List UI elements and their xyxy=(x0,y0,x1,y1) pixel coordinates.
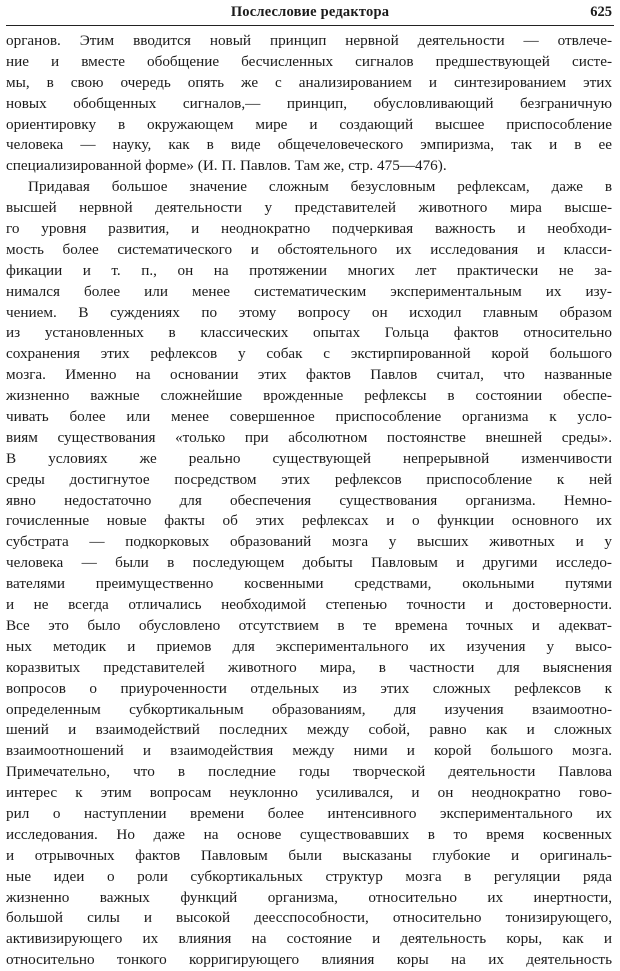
text-line: Все это было обусловлено отсутствием в те времена точных и адекват- xyxy=(6,616,612,634)
body-text xyxy=(6,31,612,971)
text-line: высшей нервной деятельности у представителей животного мира высше- xyxy=(6,199,612,217)
text-line: жизненно важных функций организма, относительно их инертности, xyxy=(6,888,612,906)
text-line: явно недостаточно для обеспечения существования организма. Немно- xyxy=(6,491,612,509)
text-line: вателями преимущественно косвенными средствами, окольными путями xyxy=(6,575,612,593)
text-line: рил о наступлении времени более интенсивного экспериментального их xyxy=(6,804,612,822)
text-line: и не всегда отличались необходимой степенью точности и достоверности. xyxy=(6,596,612,614)
text-line: определенным субкортикальным образованиям, для изучения взаимоотно- xyxy=(6,700,612,718)
text-line: виям существования «только при абсолютном постоянстве внешней среды». xyxy=(6,428,612,446)
text-line: жизненно важные сложнейшие врожденные рефлексы в состоянии обеспе- xyxy=(6,387,612,405)
text-line: чением. В суждениях по этому вопросу он исходил главным образом xyxy=(6,303,612,321)
text-line: го уровня развития, и неоднократно подчеркивая важность и необходи- xyxy=(6,220,612,238)
paragraph xyxy=(6,177,612,971)
text-line: коразвитых представителей животного мира, в частности для выяснения xyxy=(6,658,612,676)
running-head xyxy=(4,4,616,24)
text-line: Примечательно, что в последние годы творческой деятельности Павлова xyxy=(6,763,612,781)
text-line: интерес к этим вопросам неуклонно усиливался, и он неоднократно гово- xyxy=(6,784,612,802)
text-line: ных методик и приемов для экспериментального их изучения у высо- xyxy=(6,637,612,655)
running-title: Послесловие редактора xyxy=(230,4,390,20)
text-line: гочисленные новые факты об этих рефлексах и о функции основного их xyxy=(6,512,612,530)
text-line: чивать более или менее совершенное приспособление организма к усло- xyxy=(6,408,612,426)
paragraph xyxy=(6,31,612,177)
text-line: из установленных в классических опытах Гольца фактов относительно xyxy=(6,324,612,342)
text-line: Придавая большое значение сложным безусловным рефлексам, даже в xyxy=(28,178,612,196)
text-line: взаимоотношений и взаимодействия между ними и корой большого мозга. xyxy=(6,742,612,760)
text-line: мозга. Именно на основании этих фактов Павлов считал, что названные xyxy=(6,366,612,384)
text-line: вопросов о приуроченности отдельных из этих сложных рефлексов к xyxy=(6,679,612,697)
text-line: органов. Этим вводится новый принцип нервной деятельности — отвлече- xyxy=(6,32,612,49)
text-line: нимался более или менее систематическим экспериментальным их изу- xyxy=(6,282,612,300)
text-line: человека — науку, как в виде общечеловеческого эмпиризма, так и в ее xyxy=(6,136,612,154)
text-line: ориентировку в окружающем мире и создающий высшее приспособление xyxy=(6,115,612,133)
text-line: и отрывочных фактов Павловым были высказаны глубокие и оригиналь- xyxy=(6,846,612,864)
text-line: ние и вместе обобщение бесчисленных сигналов предшествующей систе- xyxy=(6,52,612,70)
text-line: шений и взаимодействий последних между собой, равно как и сложных xyxy=(6,721,612,739)
text-line: ные идеи о роли субкортикальных структур мозга в регуляции ряда xyxy=(6,867,612,885)
text-line: активизирующего их влияния на состояние и деятельность коры, как и xyxy=(6,930,612,948)
text-line: человека — были в последующем добыты Павловым и другими исследо- xyxy=(6,554,612,572)
text-line: В условиях же реально существующей непрерывной изменчивости xyxy=(6,449,612,467)
text-line: фикации и т. п., он на протяжении многих лет практически не за- xyxy=(6,261,612,279)
text-line: среды достигнутое посредством этих рефлексов приспособление к ней xyxy=(6,470,612,488)
text-line: исследования. Но даже на основе существовавших в то время косвенных xyxy=(6,825,612,843)
text-line: сохранения этих рефлексов у собак с экстирпированной корой большого xyxy=(6,345,612,363)
text-line: мость более систематического и обстоятельного их исследования и класси- xyxy=(6,240,612,258)
text-line: субстрата — подкорковых образований мозга у высших животных и у xyxy=(6,533,612,551)
page-number: 625 xyxy=(590,4,612,20)
text-line: большой силы и высокой деесспособности, относительно тонизирующего, xyxy=(6,909,612,927)
text-line: относительно тонкого корригирующего влияния коры на их деятельность xyxy=(6,951,612,969)
text-line: мы, в свою очередь опять же с анализированием и синтезированием этих xyxy=(6,73,612,91)
text-line: специализированной форме» (И. П. Павлов. Там же, стр. 475—476). xyxy=(6,157,447,175)
header-rule xyxy=(6,25,614,26)
text-line: новых обобщенных сигналов,— принцип, обусловливающий безграничную xyxy=(6,94,612,112)
